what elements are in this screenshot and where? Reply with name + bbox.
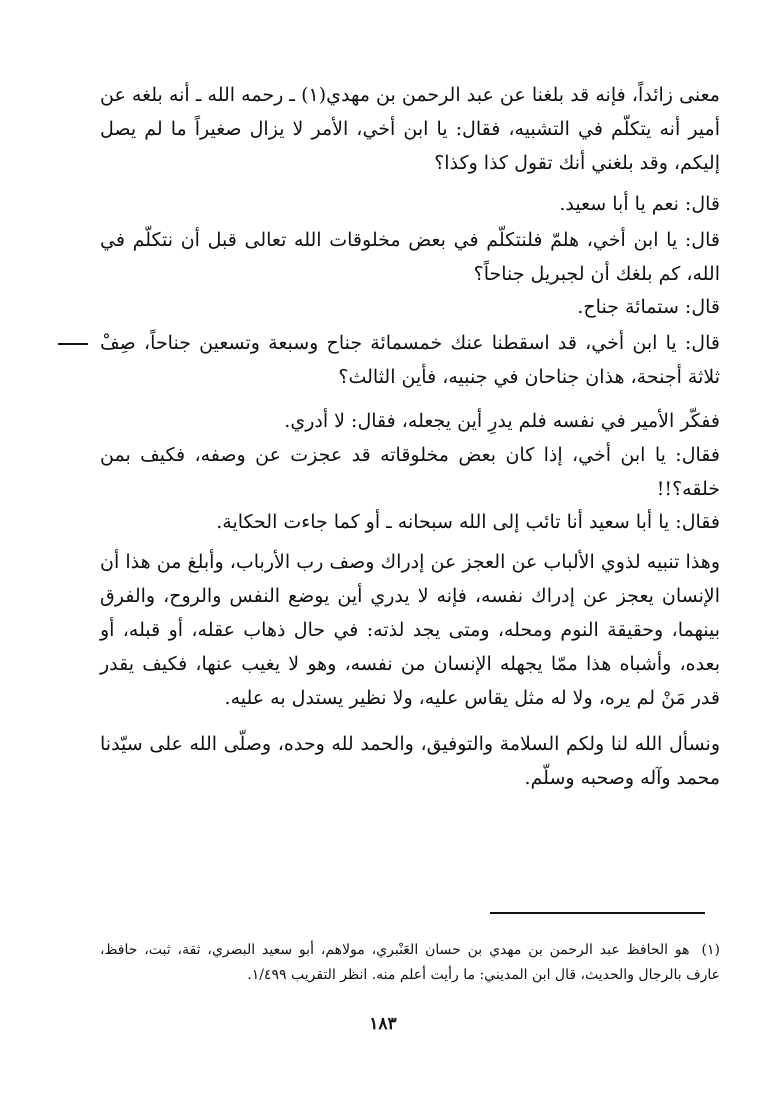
page-number: ١٨٣ [369,1014,397,1034]
footnote-text: هو الحافظ عبد الرحمن بن مهدي بن حسان العَنْبري، مولاهم، أبو سعيد البصري، ثقة، ثبت، حافظ، عارف بالرجال والحديث، قال ابن المديني: ما رأيت أعلم منه. انظر التقريب ١/٤٩٩. [100,942,720,983]
dialog-line-4: قال: يا ابن أخي، قد اسقطنا عنك خمسمائة جناح وسبعة وتسعين جناحاً، صِفْ ثلاثة أجنحة، هذان جناحان في جنبيه، فأين الثالث؟ [100,332,720,388]
dialog-line-1: قال: نعم يا أبا سعيد. [559,193,720,215]
dialog-line-6: فقال: يا ابن أخي، إذا كان بعض مخلوقاته قد عجزت عن وصفه، فكيف بمن خلقه؟!! [100,444,720,500]
margin-dash [58,343,88,345]
footnote [100,938,720,988]
dialog-line-5: ففكّر الأمير في نفسه فلم يدرِ أين يجعله، فقال: لا أدري. [284,410,720,432]
paragraph-reflection: وهذا تنبيه لذوي الألباب عن العجز عن إدراك وصف رب الأرباب، وأبلغ من هذا أن الإنسان يعجز عن إدراك نفسه، فإنه لا يدري أين يوضع النفس والروح، والفرق بينهما، وحقيقة النوم ومحله، ومتى يجد لذته: في حال ذهاب عقله، أو قبله، أو بعده، وأشباه هذا ممّا يجهله الإنسان من نفسه، وهو لا يغيب عنها، فكيف يقدر قدر مَنْ لم يره، ولا له مثل يقاس عليه، ولا نظير يستدل به عليه. [100,551,720,709]
footnote-separator [490,912,705,914]
dialog-line-3: قال: ستمائة جناح. [577,296,720,318]
footnote-number: (١) [701,942,720,958]
dialog-line-7: فقال: يا أبا سعيد أنا تائب إلى الله سبحانه ـ أو كما جاءت الحكاية. [216,511,720,533]
dialog-line-2: قال: يا ابن أخي، هلمّ فلنتكلّم في بعض مخلوقات الله تعالى قبل أن نتكلّم في الله، كم بلغك أن لجبريل جناحاً؟ [100,229,720,285]
paragraph-intro: معنى زائداً، فإنه قد بلغنا عن عبد الرحمن بن مهدي(١) ـ رحمه الله ـ أنه بلغه عن أمير أنه يتكلّم في التشبيه، فقال: يا ابن أخي، الأمر لا يزال صغيراً ما لم يصل إليكم، وقد بلغني أنك تقول كذا وكذا؟ [100,84,720,174]
paragraph-closing: ونسأل الله لنا ولكم السلامة والتوفيق، والحمد لله وحده، وصلّى الله على سيّدنا محمد وآله وصحبه وسلّم. [100,733,720,789]
